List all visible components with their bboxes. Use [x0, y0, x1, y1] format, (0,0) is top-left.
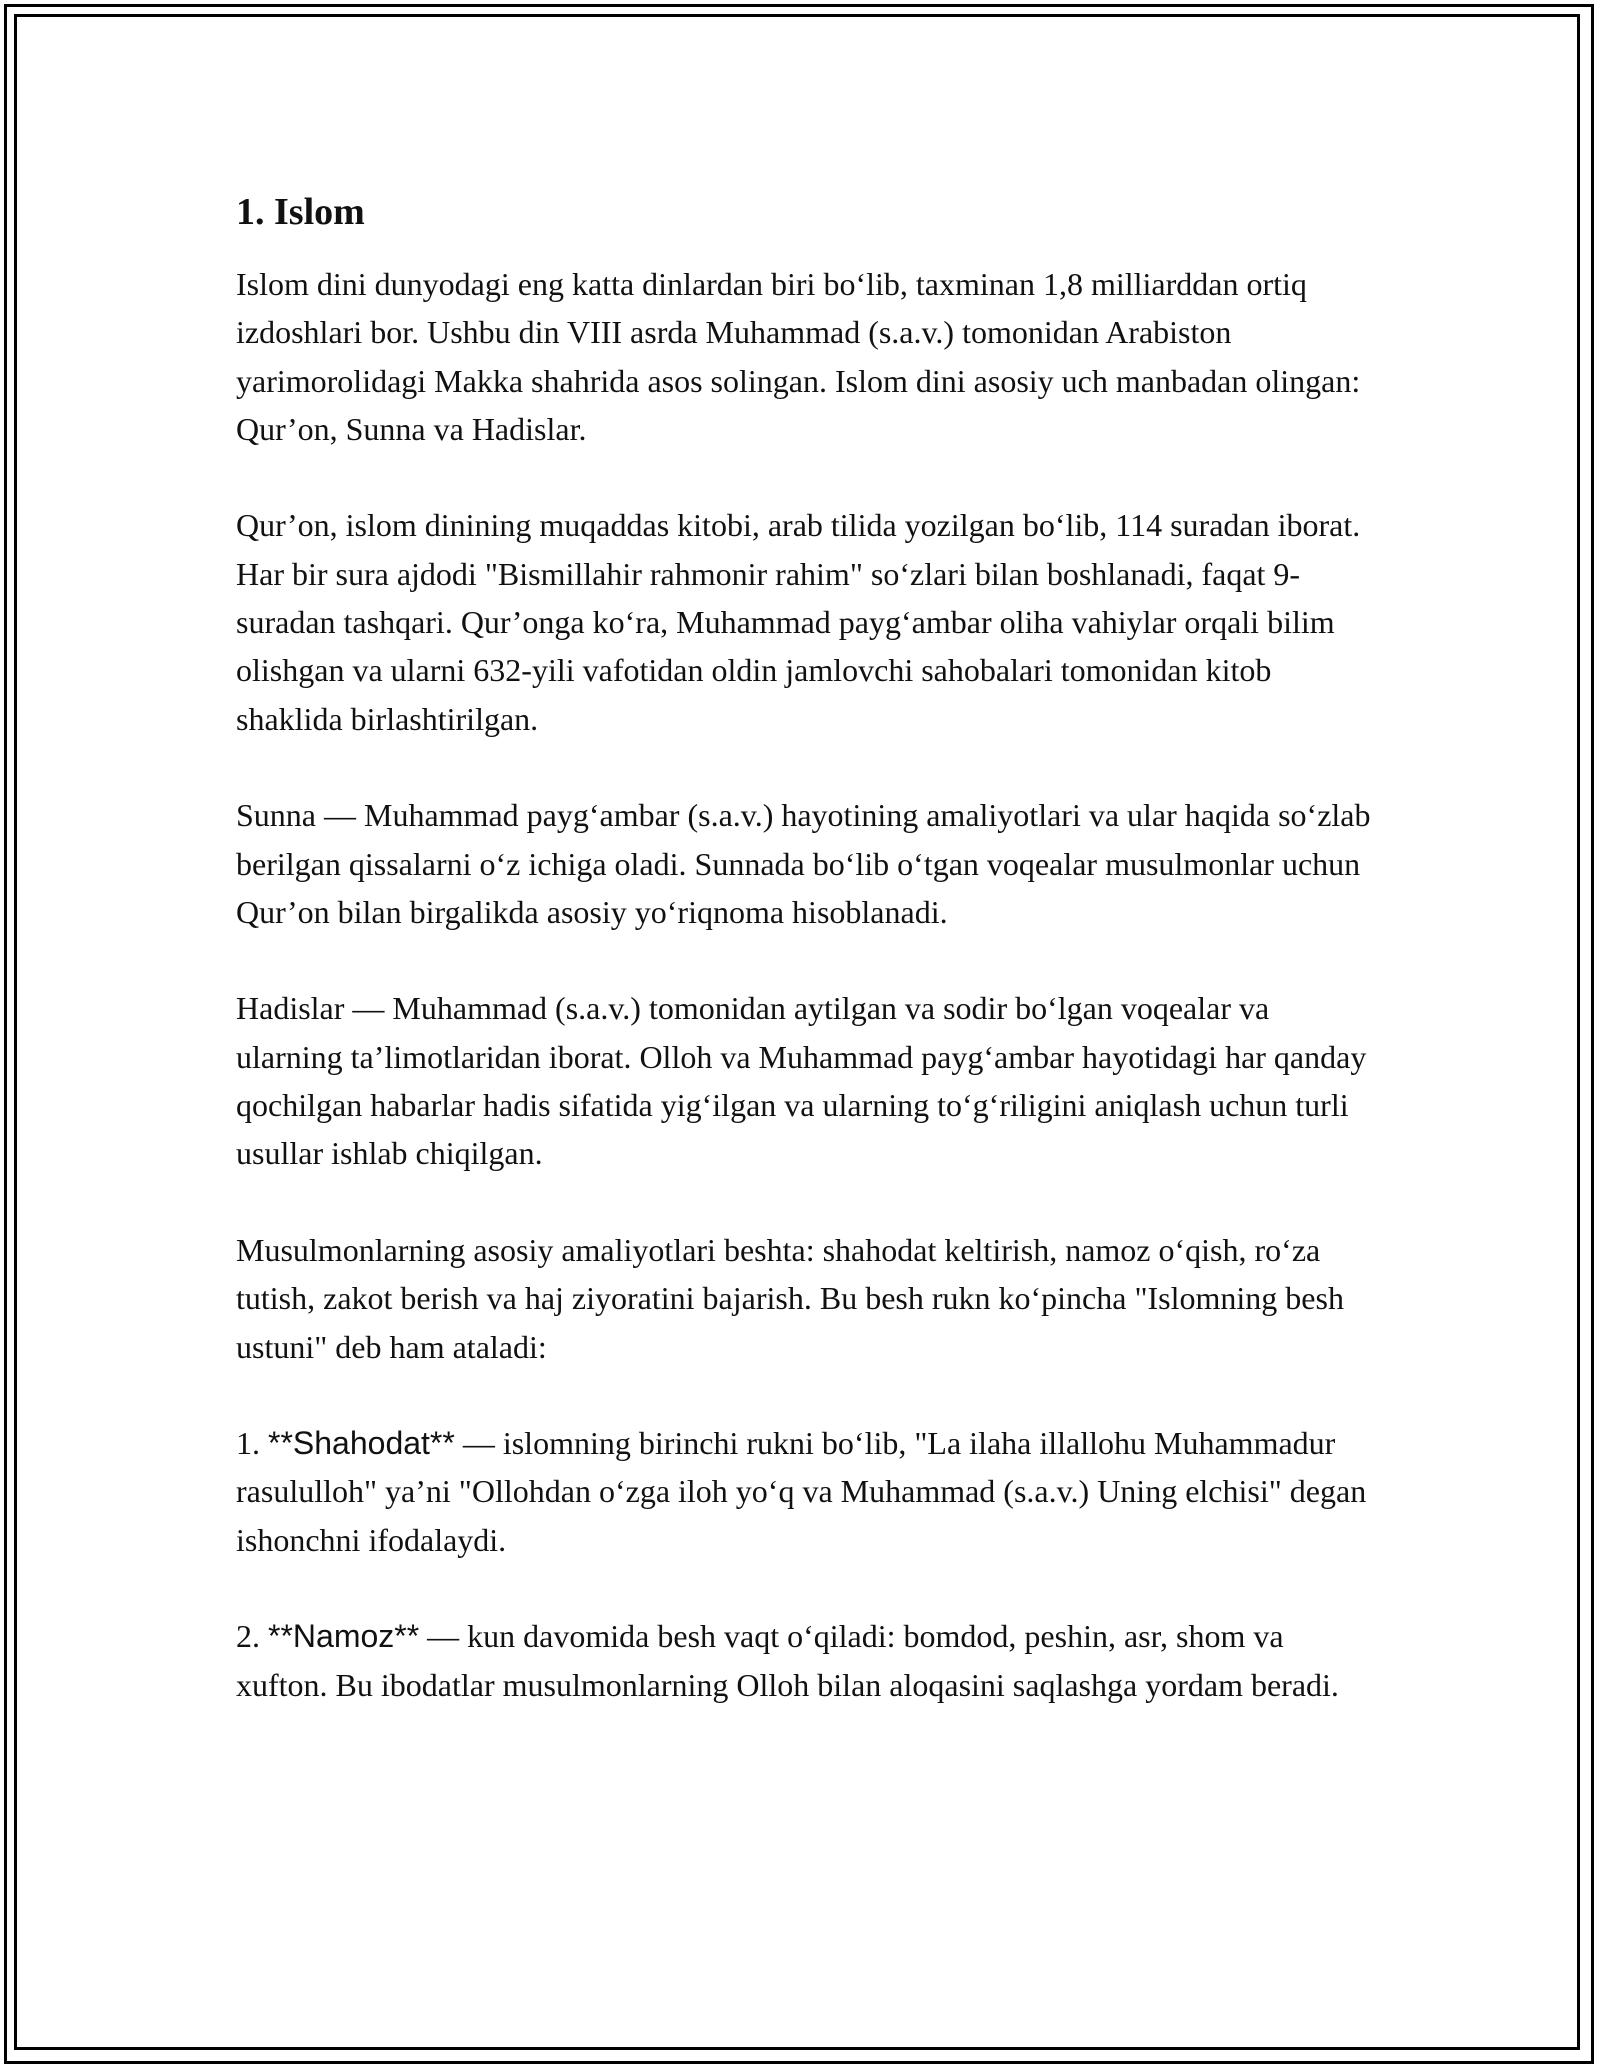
list-item-number: 2.: [236, 1618, 260, 1655]
paragraph-quran: Qur’on, islom dinining muqaddas kitobi, arab tilida yozilgan bo‘lib, 114 suradan iborat. Har bir sura ajdodi "Bismillahir rahmonir rahim" so‘zlari bilan boshlanadi, faqat 9-suradan tashqari. Qur’onga ko‘ra, Muhammad payg‘ambar oliha vahiylar orqali bilim olishgan va ularni 632-yili vafotidan oldin jamlovchi sahobalari tomonidan kitob shaklida birlashtirilgan.: [236, 507, 1361, 737]
paragraph-pillars: Musulmonlarning asosiy amaliyotlari beshta: shahodat keltirish, namoz o‘qish, ro‘za tutish, zakot berish va haj ziyoratini bajarish. Bu besh rukn ko‘pincha "Islomning besh ustuni" deb ham ataladi:: [236, 1231, 1344, 1365]
paragraph-hadis: Hadislar — Muhammad (s.a.v.) tomonidan aytilgan va sodir bo‘lgan voqealar va ularning ta’limotlaridan iborat. Olloh va Muhammad payg‘ambar hayotidagi har qanday qochilgan habarlar hadis sifatida yig‘ilgan va ularning to‘g‘riligini aniqlash uchun turli usullar ishlab chiqilgan.: [236, 990, 1367, 1172]
list-item-term: **Shahodat**: [268, 1425, 455, 1462]
list-item: [236, 1612, 1376, 1709]
list-item-term: **Namoz**: [268, 1618, 420, 1655]
paragraph-sunna: Sunna — Muhammad payg‘ambar (s.a.v.) hayotining amaliyotlari va ular haqida so‘zlab berilgan qissalarni o‘z ichiga oladi. Sunnada bo‘lib o‘tgan voqealar musulmonlar uchun Qur’on bilan birgalikda asosiy yo‘riqnoma hisoblanadi.: [236, 797, 1371, 930]
list-item-text: — islomning birinchi rukni bo‘lib, "La ilaha illallohu Muhammadur rasululloh" ya’ni "Ollohdan o‘zga iloh yo‘q va Muhammad (s.a.v.) Uning elchisi" degan ishonchni ifodalaydi.: [236, 1425, 1367, 1558]
list-item-text: — kun davomida besh vaqt o‘qiladi: bomdod, peshin, asr, shom va xufton. Bu ibodatlar musulmonlarning Olloh bilan aloqasini saqlashga yordam beradi.: [236, 1618, 1339, 1703]
list-item: [236, 1419, 1376, 1564]
list-item-number: 1.: [236, 1425, 260, 1462]
section-title: 1. Islom: [236, 191, 365, 233]
paragraph-intro: Islom dini dunyodagi eng katta dinlardan biri bo‘lib, taxminan 1,8 milliarddan ortiq izdoshlari bor. Ushbu din VIII asrda Muhammad (s.a.v.) tomonidan Arabiston yarimorolidagi Makka shahrida asos solingan. Islom dini asosiy uch manbadan olingan: Qur’on, Sunna va Hadislar.: [236, 266, 1361, 447]
document-body: [236, 184, 1376, 1757]
